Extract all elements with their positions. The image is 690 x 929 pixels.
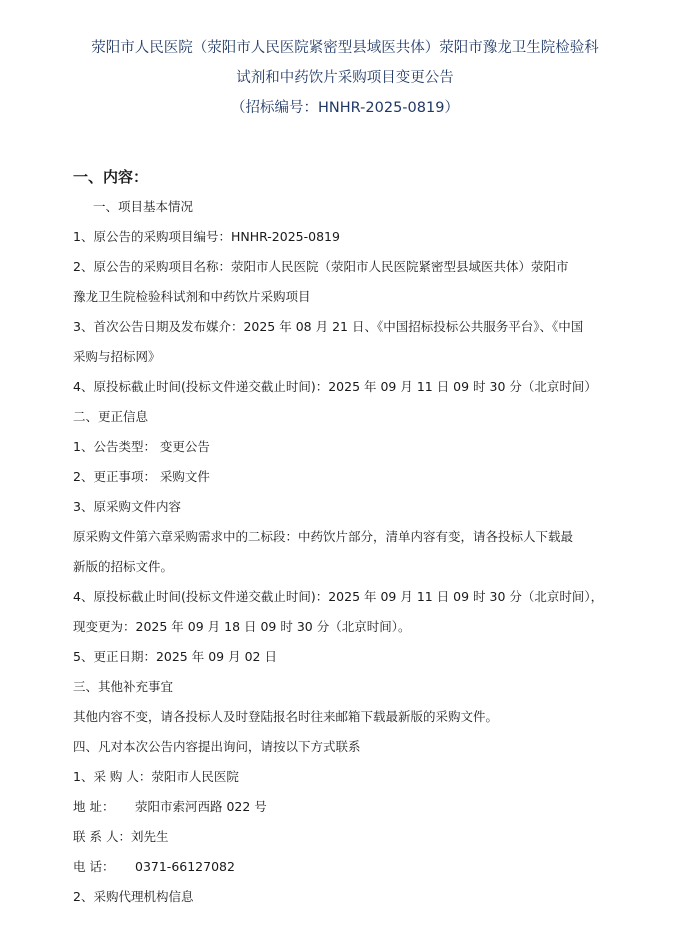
original-content-paragraph-cont: 新版的招标文件。: [73, 559, 174, 574]
announcement-type: 1、公告类型： 变更公告: [73, 439, 210, 454]
contact-heading: 四、凡对本次公告内容提出询问，请按以下方式联系: [73, 739, 361, 754]
section-content-heading: 一、内容：: [73, 168, 149, 186]
original-project-name-cont: 豫龙卫生院检验科试剂和中药饮片采购项目: [73, 289, 311, 304]
address-label: 地 址：: [73, 799, 115, 814]
deadline-change: 4、原投标截止时间(投标文件递交截止时间)：2025 年 09 月 11 日 09 时 30 分（北京时间），: [73, 589, 604, 604]
address-row: [73, 797, 267, 815]
deadline-change-cont: 现变更为：2025 年 09 月 18 日 09 时 30 分（北京时间）。: [73, 619, 411, 634]
original-content-paragraph: 原采购文件第六章采购需求中的二标段：中药饮片部分，清单内容有变，请各投标人下载最: [73, 529, 574, 544]
original-deadline: 4、原投标截止时间(投标文件递交截止时间)：2025 年 09 月 11 日 09 时 30 分（北京时间）: [73, 379, 597, 394]
tender-number: （招标编号：HNHR-2025-0819）: [231, 100, 459, 116]
phone-row: [73, 857, 235, 875]
title-line-2: 试剂和中药饮片采购项目变更公告: [236, 70, 454, 86]
contact-value: 刘先生: [130, 829, 169, 844]
other-matters-paragraph: 其他内容不变，请各投标人及时登陆报名时往来邮箱下载最新版的采购文件。: [73, 709, 499, 724]
agency-info-heading: 2、采购代理机构信息: [73, 889, 194, 904]
first-announcement-date-cont: 采购与招标网》: [73, 349, 161, 364]
purchaser-value: 荥阳市人民医院: [151, 769, 239, 784]
project-basic-info-heading: 一、项目基本情况: [93, 199, 194, 214]
correction-date: 5、更正日期：2025 年 09 月 02 日: [73, 649, 277, 664]
original-content-label: 3、原采购文件内容: [73, 499, 181, 514]
other-matters-heading: 三、其他补充事宜: [73, 679, 174, 694]
purchaser-label: 1、采 购 人：: [73, 769, 152, 784]
contact-person-row: [73, 827, 168, 845]
phone-value: 0371-66127082: [135, 859, 235, 874]
title-line-1: 荥阳市人民医院（荥阳市人民医院紧密型县域医共体）荥阳市豫龙卫生院检验科: [91, 40, 599, 56]
contact-label: 联 系 人：: [73, 829, 131, 844]
address-value: 荥阳市索河西路 022 号: [135, 799, 267, 814]
phone-label: 电 话：: [73, 859, 115, 874]
purchaser-row: [73, 767, 239, 785]
first-announcement-date: 3、首次公告日期及发布媒介：2025 年 08 月 21 日、《中国招标投标公共服务平台》、《中国: [73, 319, 584, 334]
original-project-name: 2、原公告的采购项目名称：荥阳市人民医院（荥阳市人民医院紧密型县域医共体）荥阳市: [73, 259, 569, 274]
original-project-number: 1、原公告的采购项目编号：HNHR-2025-0819: [73, 229, 340, 244]
correction-item: 2、更正事项： 采购文件: [73, 469, 210, 484]
correction-info-heading: 二、更正信息: [73, 409, 149, 424]
